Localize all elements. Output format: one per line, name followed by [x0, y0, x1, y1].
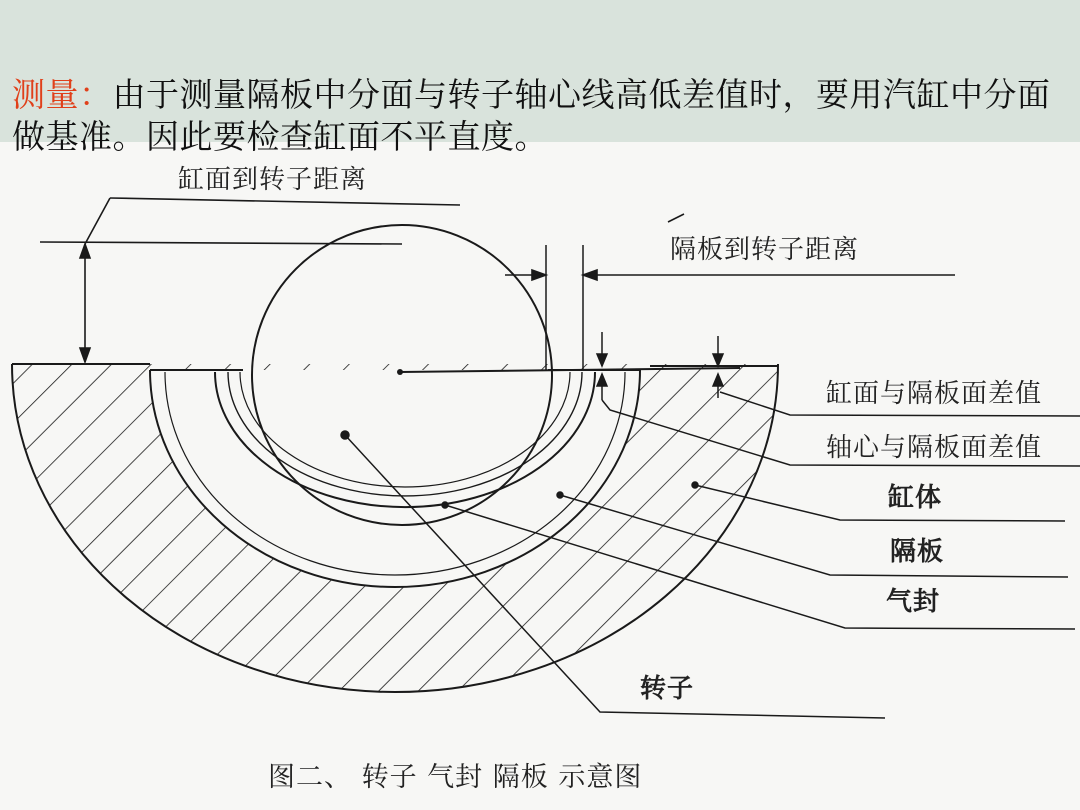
intro-body: 由于测量隔板中分面与转子轴心线高低差值时，要用汽缸中分面做基准。因此要检查缸面不平直度。	[12, 75, 1051, 156]
label-cylinder-body: 缸体	[888, 483, 943, 513]
dim-cylinder-to-rotor	[40, 198, 460, 362]
label-diaphragm-to-rotor: 隔板到转子距离	[670, 235, 860, 265]
figure-caption: 图二、 转子 气封 隔板 示意图	[268, 762, 643, 793]
label-axis-vs-diaphragm: 轴心与隔板面差值	[826, 433, 1043, 463]
label-rotor: 转子	[640, 674, 695, 704]
label-gland-seal: 气封	[886, 587, 941, 617]
intro-keyword: 测量：	[12, 75, 113, 114]
label-cylinder-vs-diaphragm: 缸面与隔板面差值	[826, 379, 1043, 409]
label-cylinder-to-rotor: 缸面到转子距离	[178, 165, 368, 195]
label-diaphragm: 隔板	[890, 537, 945, 567]
